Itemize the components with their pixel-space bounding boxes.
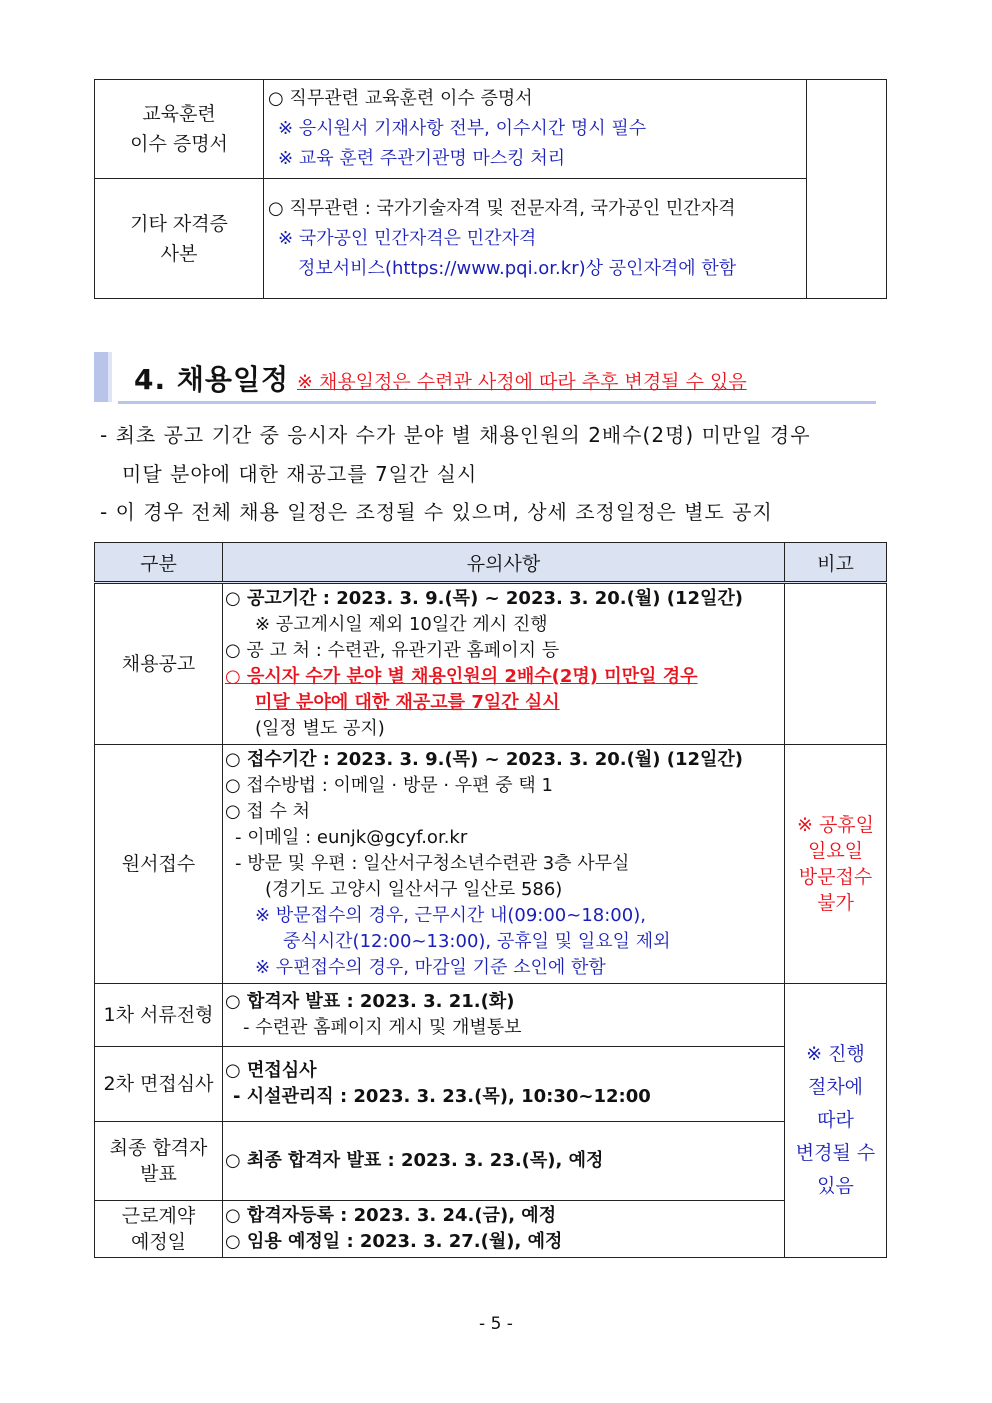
row-label: 1차 서류전형	[95, 984, 223, 1047]
table-row	[95, 179, 887, 299]
section-heading	[94, 352, 874, 406]
heading-underline	[118, 401, 876, 404]
header-category: 구분	[95, 543, 223, 583]
row-label: 2차 면접심사	[95, 1047, 223, 1122]
row-content: ○ 접수기간 : 2023. 3. 9.(목) ~ 2023. 3. 20.(월) (12일간) ○ 접수방법 : 이메일 · 방문 · 우편 중 택 1 ○ 접 수 처 - 이메일 : eunjk@gcyf.or.kr - 방문 및 우편 : 일산서구청소년수련관 3층 사무실 (경기도 고양시 일산서구 일산로 586) ※ 방문접수의 경우, 근무시간 내(09:00~18:00), 중식시간(12:00~13:00), 공휴일 및 일요일 제외 ※ 우편접수의 경우, 마감일 기준 소인에 한함	[223, 745, 785, 984]
section-title: 4. 채용일정	[134, 363, 290, 396]
shared-note-cell: ※ 진행 절차에 따라 변경될 수 있음	[785, 984, 887, 1258]
table-row	[95, 583, 887, 745]
page-number: - 5 -	[479, 1314, 513, 1334]
note-cell	[785, 583, 887, 745]
qualification-docs-table	[94, 79, 887, 299]
row-content: ○ 면접심사 - 시설관리직 : 2023. 3. 23.(목), 10:30~12:00	[223, 1047, 785, 1122]
schedule-table	[94, 542, 887, 1258]
row-content: ○ 최종 합격자 발표 : 2023. 3. 23.(목), 예정	[223, 1122, 785, 1201]
table-row	[95, 1201, 887, 1258]
row-content: ○ 직무관련 : 국가기술자격 및 전문자격, 국가공인 민간자격 ※ 국가공인 민간자격은 민간자격 정보서비스(https://www.pqi.or.kr)상 공인자격에 한함	[264, 179, 807, 299]
row-label: 기타 자격증 사본	[95, 179, 264, 299]
table-row	[95, 1122, 887, 1201]
table-row	[95, 745, 887, 984]
section-note: ※ 채용일정은 수련관 사정에 따라 추후 변경될 수 있음	[297, 371, 747, 393]
heading-accent-bar	[94, 352, 108, 402]
header-remarks: 비고	[785, 543, 887, 583]
table-row	[95, 80, 887, 179]
table-header-row	[95, 543, 887, 583]
paragraph-line: - 최초 공고 기간 중 응시자 수가 분야 별 채용인원의 2배수(2명) 미만일 경우	[100, 423, 811, 447]
paragraph-line: 미달 분야에 대한 재공고를 7일간 실시	[122, 462, 478, 486]
table-row	[95, 1047, 887, 1122]
row-content: ○ 합격자등록 : 2023. 3. 24.(금), 예정 ○ 임용 예정일 : 2023. 3. 27.(월), 예정	[223, 1201, 785, 1258]
row-content: ○ 합격자 발표 : 2023. 3. 21.(화) - 수련관 홈페이지 게시 및 개별통보	[223, 984, 785, 1047]
row-label: 최종 합격자 발표	[95, 1122, 223, 1201]
row-label: 원서접수	[95, 745, 223, 984]
row-content: ○ 공고기간 : 2023. 3. 9.(목) ~ 2023. 3. 20.(월) (12일간) ※ 공고게시일 제외 10일간 게시 진행 ○ 공 고 처 : 수련관, 유관기관 홈페이지 등 ○ 응시자 수가 분야 별 채용인원의 2배수(2명) 미만일 경우 미달 분야에 대한 재공고를 7일간 실시 (일정 별도 공지)	[223, 583, 785, 745]
row-label: 근로계약 예정일	[95, 1201, 223, 1258]
row-label: 교육훈련 이수 증명서	[95, 80, 264, 179]
row-content: ○ 직무관련 교육훈련 이수 증명서 ※ 응시원서 기재사항 전부, 이수시간 명시 필수 ※ 교육 훈련 주관기관명 마스킹 처리	[264, 80, 807, 179]
paragraph-line: - 이 경우 전체 채용 일정은 조정될 수 있으며, 상세 조정일정은 별도 공지	[100, 500, 773, 524]
row-label: 채용공고	[95, 583, 223, 745]
note-cell	[807, 80, 887, 299]
note-cell: ※ 공휴일 일요일 방문접수 불가	[785, 745, 887, 984]
table-row	[95, 984, 887, 1047]
heading-accent-bar-light	[108, 352, 112, 402]
header-notes: 유의사항	[223, 543, 785, 583]
